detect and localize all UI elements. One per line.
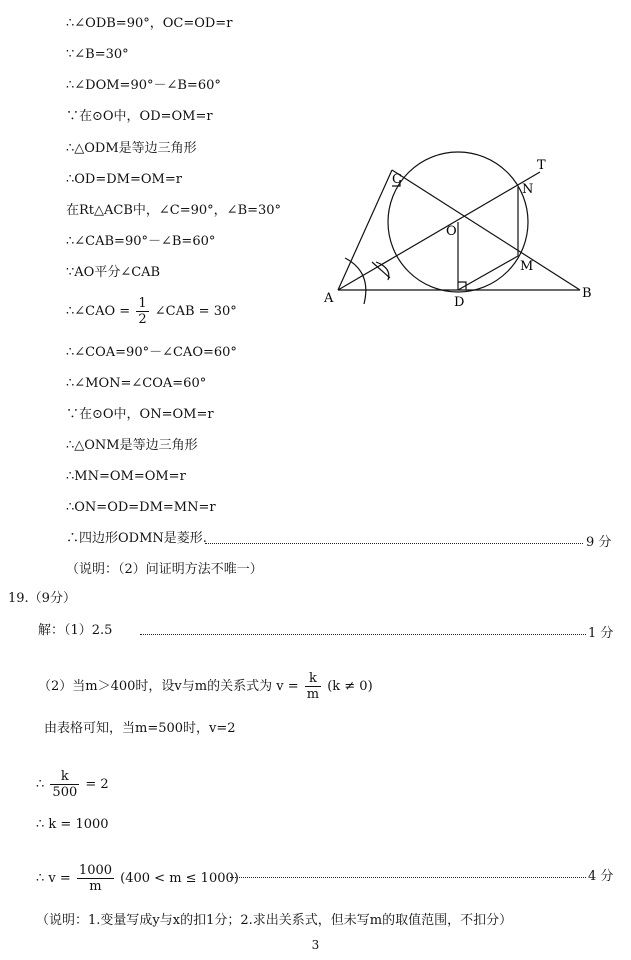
proof-line-14: ∴MN=OM=OM=r [66,469,186,484]
q19-final-suffix: (400 < m ≤ 1000) [120,871,239,886]
k-num: k [305,671,321,687]
q19-answer-1: 解：（1）2.5 [38,623,113,638]
label-c: C [392,172,402,187]
score-4: 4 分 [588,869,614,884]
proof-line-12: ∵在⊙O中，ON=OM=r [66,407,214,422]
proof-line-1: ∴∠ODB=90°，OC=OD=r [66,16,233,31]
note-18: （说明：（2）问证明方法不唯一） [66,562,263,577]
q19-note: （说明：1.变量写成y与x的扣1分；2.求出关系式，但未写m的取值范围，不扣分） [36,913,513,928]
eq-2: = 2 [85,777,109,792]
cao-suffix: ∠CAB = 30° [154,304,237,319]
label-a: A [324,291,334,306]
q19-header: 19.（9分） [8,591,76,606]
score-1: 1 分 [588,626,614,641]
k-num-2: k [50,769,79,785]
q19-part2-prefix: （2）当m＞400时，设v与m的关系式为 v = [38,679,299,694]
proof-line-3: ∴∠DOM=90°－∠B=60° [66,78,221,93]
q19-part2-suffix: (k ≠ 0) [327,679,373,694]
therefore-symbol: ∴ [36,777,45,792]
proof-line-9: ∵AO平分∠CAB [66,265,161,280]
m-den: m [306,687,320,702]
num-1000: 1000 [78,863,113,878]
proof-line-6: ∴OD=DM=OM=r [66,172,182,187]
label-m: M [520,259,534,274]
cao-prefix: ∴∠CAO = [66,304,131,319]
den-m: m [89,879,102,894]
half-num: 1 [138,296,147,311]
proof-line-7: 在Rt△ACB中，∠C=90°，∠B=30° [66,203,282,218]
proof-line-2: ∵∠B=30° [66,47,129,62]
half-den: 2 [138,312,147,327]
rhombus-line: ∴四边形ODMN是菱形. [66,531,207,546]
page-number: 3 [311,938,320,952]
label-o: O [446,224,457,239]
proof-line-5: ∴△ODM是等边三角形 [66,141,197,156]
label-t: T [537,158,546,173]
ray-at [338,172,540,290]
proof-line-13: ∴△ONM是等边三角形 [66,438,198,453]
q19-final-prefix: ∴ v = [36,871,71,886]
proof-line-11: ∴∠MON=∠COA=60° [66,376,207,391]
label-b: B [582,286,592,301]
proof-line-15: ∴ON=OD=DM=MN=r [66,500,216,515]
q19-table-line: 由表格可知，当m=500时，v=2 [44,721,236,736]
proof-line-4: ∵在⊙O中，OD=OM=r [66,109,213,124]
segment-cb [392,170,580,290]
den-500: 500 [52,785,78,800]
proof-line-8: ∴∠CAB=90°－∠B=60° [66,234,216,249]
bisector-arc-1 [345,258,366,304]
proof-line-10: ∴∠COA=90°－∠CAO=60° [66,345,237,360]
label-n: N [522,182,534,197]
q19-k-line: ∴ k = 1000 [36,817,109,832]
label-d: D [454,295,465,310]
score-9: 9 分 [586,535,612,550]
